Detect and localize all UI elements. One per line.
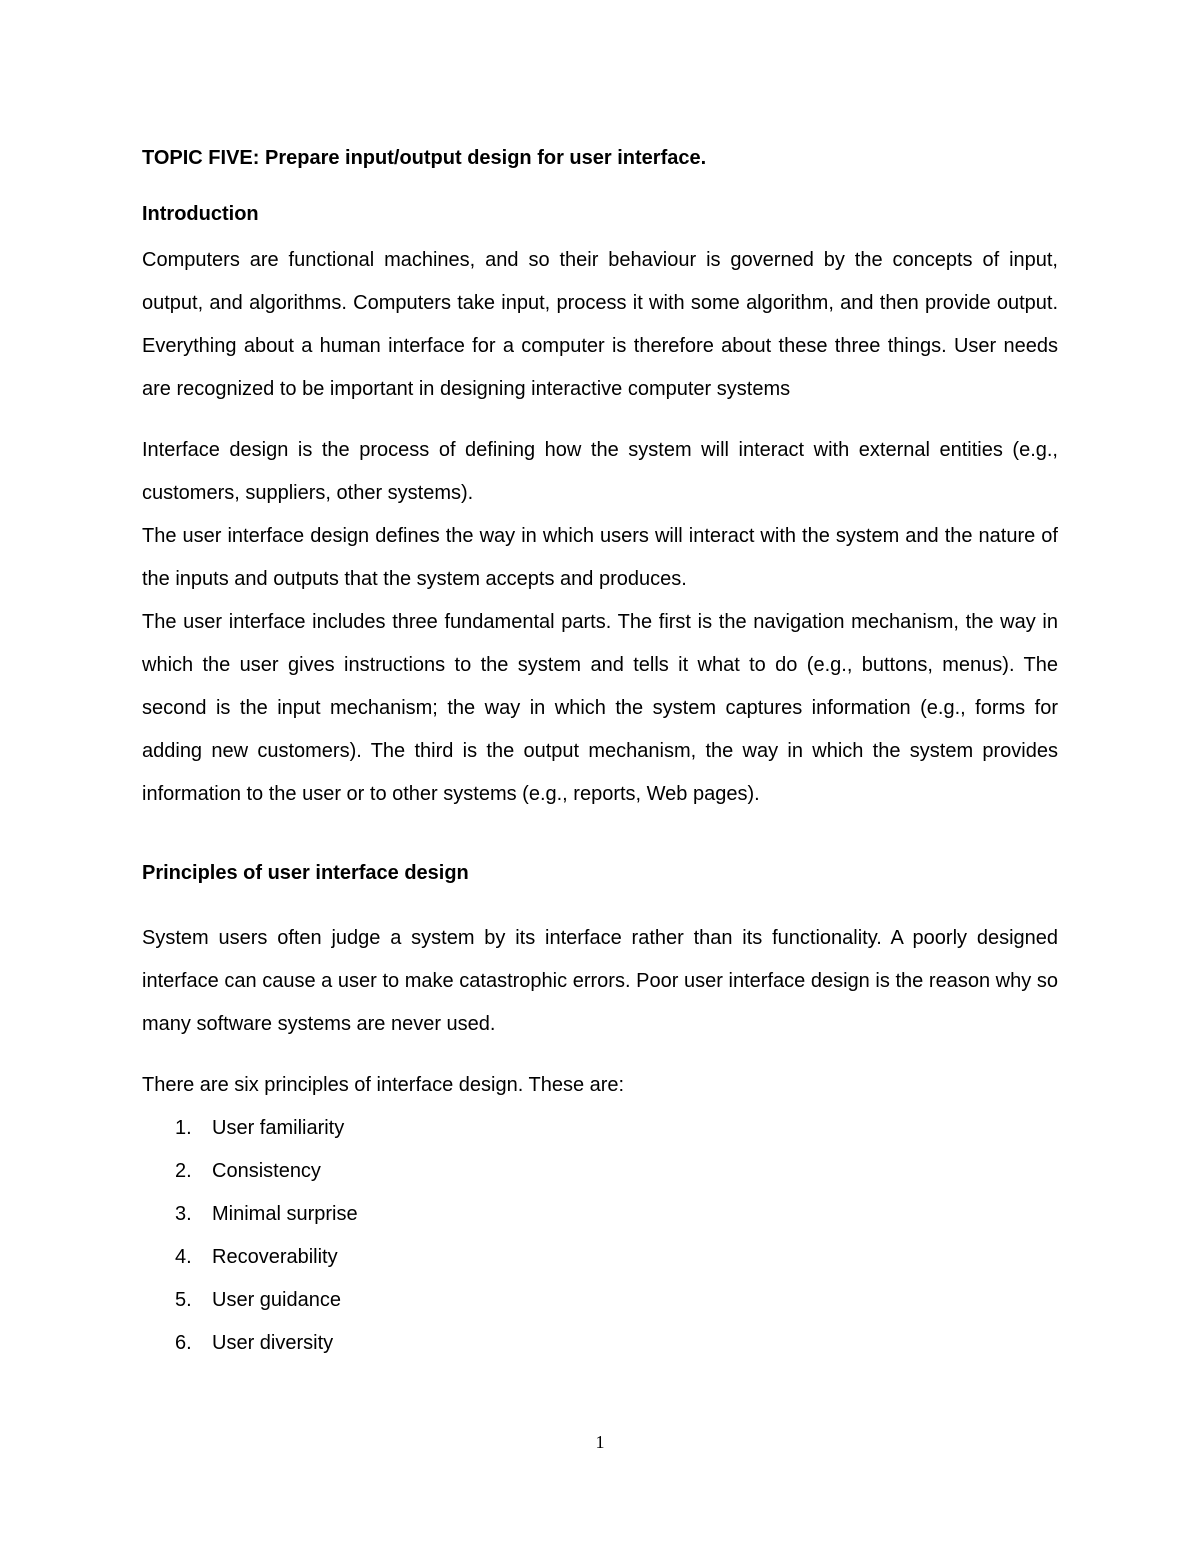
list-item-number: 6. bbox=[175, 1332, 192, 1354]
list-item-number: 4. bbox=[175, 1246, 192, 1268]
interface-design-paragraph-1: Interface design is the process of defining how the system will interact with external entities (e.g., customers, suppliers, other systems). bbox=[142, 439, 1058, 504]
list-item-label: Consistency bbox=[212, 1160, 321, 1182]
interface-design-paragraph-2: The user interface design defines the way in which users will interact with the system and the nature of the inputs and outputs that the system accepts and produces. bbox=[142, 525, 1058, 590]
list-item-label: User familiarity bbox=[212, 1117, 345, 1139]
list-item-label: User guidance bbox=[212, 1289, 341, 1311]
list-item-label: User diversity bbox=[212, 1332, 334, 1354]
list-item-number: 1. bbox=[175, 1117, 192, 1139]
principles-list bbox=[142, 1107, 1058, 1365]
list-item-number: 2. bbox=[175, 1160, 192, 1182]
list-item bbox=[142, 1236, 1058, 1279]
topic-title: TOPIC FIVE: Prepare input/output design for user interface. bbox=[142, 147, 707, 169]
list-item-label: Recoverability bbox=[212, 1246, 338, 1268]
principles-paragraph: System users often judge a system by its interface rather than its functionality. A poorly designed interface can cause a user to make catastrophic errors. Poor user interface design is the reason why so many software systems are never used. bbox=[142, 927, 1058, 1035]
interface-design-paragraph-3: The user interface includes three fundamental parts. The first is the navigation mechanism, the way in which the user gives instructions to the system and tells it what to do (e.g., buttons, menus). The second is the input mechanism; the way in which the system captures information (e.g., forms for adding new customers). The third is the output mechanism, the way in which the system provides information to the user or to other systems (e.g., reports, Web pages). bbox=[142, 611, 1058, 805]
principles-intro: There are six principles of interface design. These are: bbox=[142, 1074, 625, 1096]
spacer bbox=[142, 816, 1058, 856]
document-body bbox=[142, 141, 1058, 1365]
list-item bbox=[142, 1150, 1058, 1193]
list-item-number: 5. bbox=[175, 1289, 192, 1311]
list-item bbox=[142, 1279, 1058, 1322]
spacer bbox=[142, 1046, 1058, 1064]
list-item bbox=[142, 1193, 1058, 1236]
spacer bbox=[142, 411, 1058, 429]
list-item bbox=[142, 1322, 1058, 1365]
introduction-paragraph: Computers are functional machines, and so their behaviour is governed by the concepts of input, output, and algorithms. Computers take input, process it with some algorithm, and then provide output. Everything about a human interface for a computer is therefore about these three things. User needs are recognized to be important in designing interactive computer systems bbox=[142, 249, 1058, 400]
list-item-label: Minimal surprise bbox=[212, 1203, 358, 1225]
list-item bbox=[142, 1107, 1058, 1150]
list-item-number: 3. bbox=[175, 1203, 192, 1225]
introduction-heading: Introduction bbox=[142, 203, 259, 225]
page-number: 1 bbox=[595, 1432, 605, 1452]
principles-heading: Principles of user interface design bbox=[142, 862, 469, 884]
